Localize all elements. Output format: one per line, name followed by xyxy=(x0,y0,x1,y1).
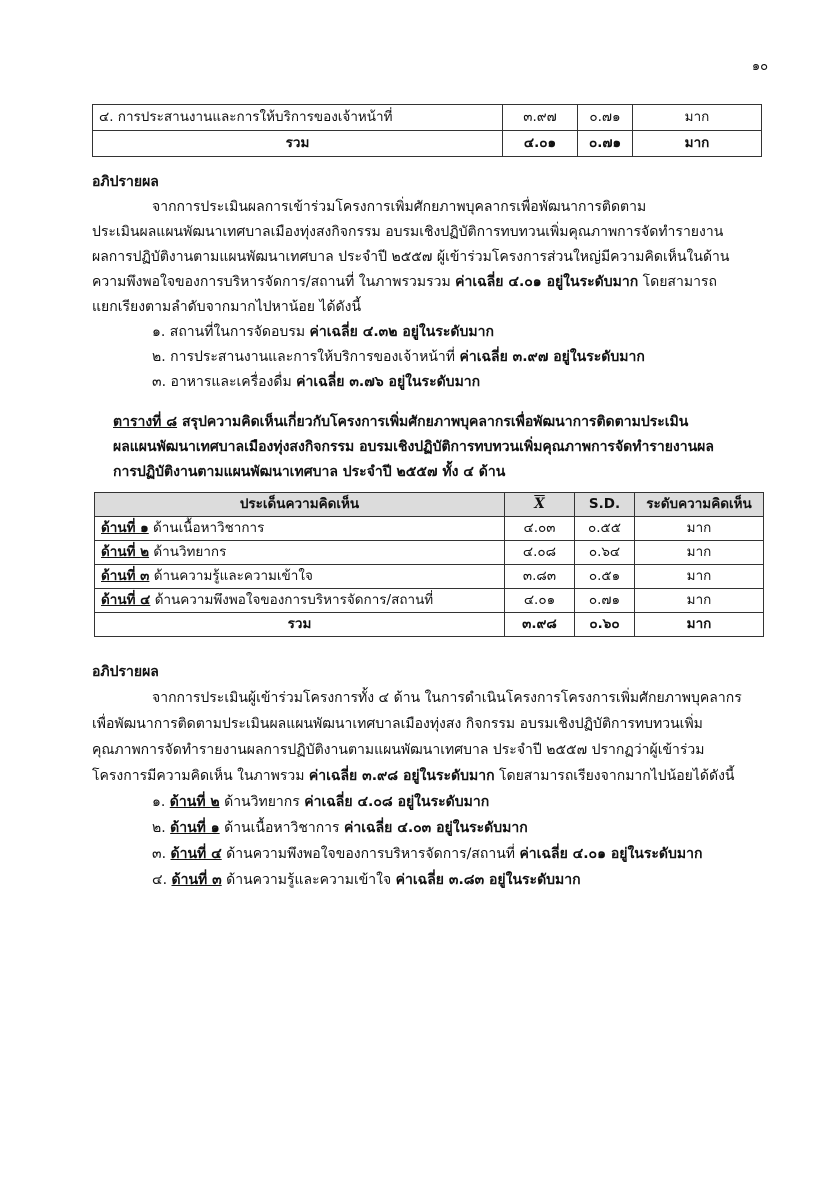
list-item xyxy=(152,370,480,394)
side-label: ด้านที่ ๓ xyxy=(171,872,222,888)
total-level: มาก xyxy=(635,613,764,637)
text: โดยสามารถเรียงจากมากไปน้อยได้ดังนี้ xyxy=(494,768,735,784)
side-label: ด้านที่ ๒ xyxy=(169,794,220,810)
side-label: ด้านที่ ๓ xyxy=(101,568,150,584)
list-item xyxy=(152,816,528,840)
total-row xyxy=(93,131,762,157)
table-caption xyxy=(113,410,763,435)
list-text: ด้านความพึงพอใจของการบริหารจัดการ/สถานที่ xyxy=(221,846,520,862)
item-text: ด้านเนื้อหาวิชาการ xyxy=(148,520,265,536)
list-bold: ค่าเฉลี่ย ๔.๐๓ อยู่ในระดับมาก xyxy=(344,820,528,836)
total-level: มาก xyxy=(633,131,762,157)
paragraph-line: จากการประเมินผลการเข้าร่วมโครงการเพิ่มศักยภาพบุคลากรเพื่อพัฒนาการติดตาม xyxy=(152,199,647,215)
bold-text: ค่าเฉลี่ย ๔.๐๑ อยู่ในระดับมาก xyxy=(455,274,639,290)
list-num: ๑. xyxy=(152,794,170,810)
total-mean: ๔.๐๑ xyxy=(503,131,578,157)
sd-cell: ๐.๗๑ xyxy=(578,105,633,131)
header-sd: S.D. xyxy=(575,493,635,517)
table-row xyxy=(95,541,764,565)
list-text: ด้านเนื้อหาวิชาการ xyxy=(219,820,345,836)
paragraph-line: คุณภาพการจัดทำรายงานผลการปฏิบัติงานตามแผนพัฒนาเทศบาล ประจำปี ๒๕๕๗ ปรากฏว่าผู้เข้าร่วม xyxy=(92,742,705,758)
total-row xyxy=(95,613,764,637)
header-mean xyxy=(505,493,575,517)
level-cell: มาก xyxy=(635,565,764,589)
level-cell: มาก xyxy=(635,589,764,613)
list-text: ด้านวิทยากร xyxy=(219,794,305,810)
item-cell xyxy=(95,517,505,541)
table-row xyxy=(95,517,764,541)
list-bold: ค่าเฉลี่ย ๔.๐๑ อยู่ในระดับมาก xyxy=(519,846,703,862)
list-bold: ค่าเฉลี่ย ๔.๐๘ อยู่ในระดับมาก xyxy=(304,794,490,810)
list-num: ๓. xyxy=(152,846,171,862)
item-text: ด้านความพึงพอใจของการบริหารจัดการ/สถานที่ xyxy=(150,592,434,608)
list-num: ๔. xyxy=(152,872,172,888)
list-text: ๓. อาหารและเครื่องดื่ม xyxy=(152,374,297,390)
mean-cell: ๔.๐๑ xyxy=(505,589,575,613)
table-caption-line: ผลแผนพัฒนาเทศบาลเมืองทุ่งสงกิจกรรม อบรมเชิงปฏิบัติการทบทวนเพิ่มคุณภาพการจัดทำรายงานผล xyxy=(113,439,714,455)
item-text: ด้านความรู้และความเข้าใจ xyxy=(149,568,313,584)
side-label: ด้านที่ ๒ xyxy=(101,544,150,560)
total-sd: ๐.๗๑ xyxy=(578,131,633,157)
total-label: รวม xyxy=(93,131,503,157)
level-cell: มาก xyxy=(633,105,762,131)
list-item xyxy=(152,868,581,892)
list-num: ๒. xyxy=(152,820,171,836)
list-item xyxy=(152,345,645,369)
list-text: ด้านความรู้และความเข้าใจ xyxy=(221,872,396,888)
text: โดยสามารถ xyxy=(638,274,717,290)
paragraph-line: ประเมินผลแผนพัฒนาเทศบาลเมืองทุ่งสงกิจกรรม อบรมเชิงปฏิบัติการทบทวนเพิ่มคุณภาพการจัดทำรายงาน xyxy=(92,224,724,240)
discussion-heading: อภิปรายผล xyxy=(92,664,159,680)
mean-cell: ๓.๙๗ xyxy=(503,105,578,131)
table-caption-label: ตารางที่ ๘ xyxy=(113,414,178,430)
level-cell: มาก xyxy=(635,517,764,541)
sd-cell: ๐.๗๑ xyxy=(575,589,635,613)
list-item xyxy=(152,320,494,344)
caption-text: สรุปความคิดเห็นเกี่ยวกับโครงการเพิ่มศักยภาพบุคลากรเพื่อพัฒนาการติดตามประเมิน xyxy=(177,414,689,430)
list-bold: ค่าเฉลี่ย ๓.๗๖ อยู่ในระดับมาก xyxy=(296,374,481,390)
item-text: ด้านวิทยากร xyxy=(149,544,227,560)
list-text: ๒. การประสานงานและการให้บริการของเจ้าหน้าที่ xyxy=(152,349,460,365)
paragraph-line xyxy=(92,270,772,294)
side-label: ด้านที่ ๑ xyxy=(170,820,220,836)
total-mean: ๓.๙๘ xyxy=(505,613,575,637)
text: โครงการมีความคิดเห็น ในภาพรวม xyxy=(92,768,309,784)
sd-cell: ๐.๕๕ xyxy=(575,517,635,541)
table-row xyxy=(95,589,764,613)
side-label: ด้านที่ ๔ xyxy=(170,846,222,862)
table-row xyxy=(93,105,762,131)
header-item: ประเด็นความคิดเห็น xyxy=(95,493,505,517)
discussion-heading: อภิปรายผล xyxy=(92,174,159,190)
mean-cell: ๔.๐๓ xyxy=(505,517,575,541)
item-cell xyxy=(95,589,505,613)
page-number: ๑๐ xyxy=(751,59,768,74)
list-bold: ค่าเฉลี่ย ๓.๘๓ อยู่ในระดับมาก xyxy=(395,872,581,888)
opinion-summary-table xyxy=(94,492,764,637)
paragraph-line: ผลการปฏิบัติงานตามแผนพัฒนาเทศบาล ประจำปี ๒๕๕๗ ผู้เข้าร่วมโครงการส่วนใหญ่มีความคิดเห็นในด้าน xyxy=(92,249,730,265)
summary-table-continued xyxy=(92,104,762,157)
table-row xyxy=(95,565,764,589)
header-level: ระดับความคิดเห็น xyxy=(635,493,764,517)
list-bold: ค่าเฉลี่ย ๓.๙๗ อยู่ในระดับมาก xyxy=(459,349,645,365)
total-sd: ๐.๖๐ xyxy=(575,613,635,637)
text: ความพึงพอใจของการบริหารจัดการ/สถานที่ ในภาพรวมรวม xyxy=(92,274,456,290)
list-bold: ค่าเฉลี่ย ๔.๓๒ อยู่ในระดับมาก xyxy=(309,324,494,340)
item-cell: ๔. การประสานงานและการให้บริการของเจ้าหน้าที่ xyxy=(93,105,503,131)
sd-cell: ๐.๖๔ xyxy=(575,541,635,565)
mean-cell: ๓.๘๓ xyxy=(505,565,575,589)
bold-text: ค่าเฉลี่ย ๓.๙๘ อยู่ในระดับมาก xyxy=(308,768,495,784)
table-header-row xyxy=(95,493,764,517)
item-cell xyxy=(95,565,505,589)
side-label: ด้านที่ ๔ xyxy=(101,592,151,608)
mean-cell: ๔.๐๘ xyxy=(505,541,575,565)
total-label: รวม xyxy=(95,613,505,637)
sd-cell: ๐.๕๑ xyxy=(575,565,635,589)
paragraph-line: แยกเรียงตามลำดับจากมากไปหาน้อย ได้ดังนี้ xyxy=(92,299,362,315)
list-text: ๑. สถานที่ในการจัดอบรม xyxy=(152,324,310,340)
item-cell xyxy=(95,541,505,565)
mean-symbol: $\overline{X}$ xyxy=(534,496,545,512)
paragraph-line: จากการประเมินผู้เข้าร่วมโครงการทั้ง ๔ ด้าน ในการดำเนินโครงการโครงการเพิ่มศักยภาพบุคลากร xyxy=(152,690,742,706)
level-cell: มาก xyxy=(635,541,764,565)
list-item xyxy=(152,790,489,814)
table-caption-line: การปฏิบัติงานตามแผนพัฒนาเทศบาล ประจำปี ๒๕๕๗ ทั้ง ๔ ด้าน xyxy=(113,464,506,480)
paragraph-line xyxy=(92,764,772,788)
paragraph-line: เพื่อพัฒนาการติดตามประเมินผลแผนพัฒนาเทศบาลเมืองทุ่งสง กิจกรรม อบรมเชิงปฏิบัติการทบทวนเพิ่ม xyxy=(92,716,703,732)
list-item xyxy=(152,842,702,866)
side-label: ด้านที่ ๑ xyxy=(101,520,149,536)
